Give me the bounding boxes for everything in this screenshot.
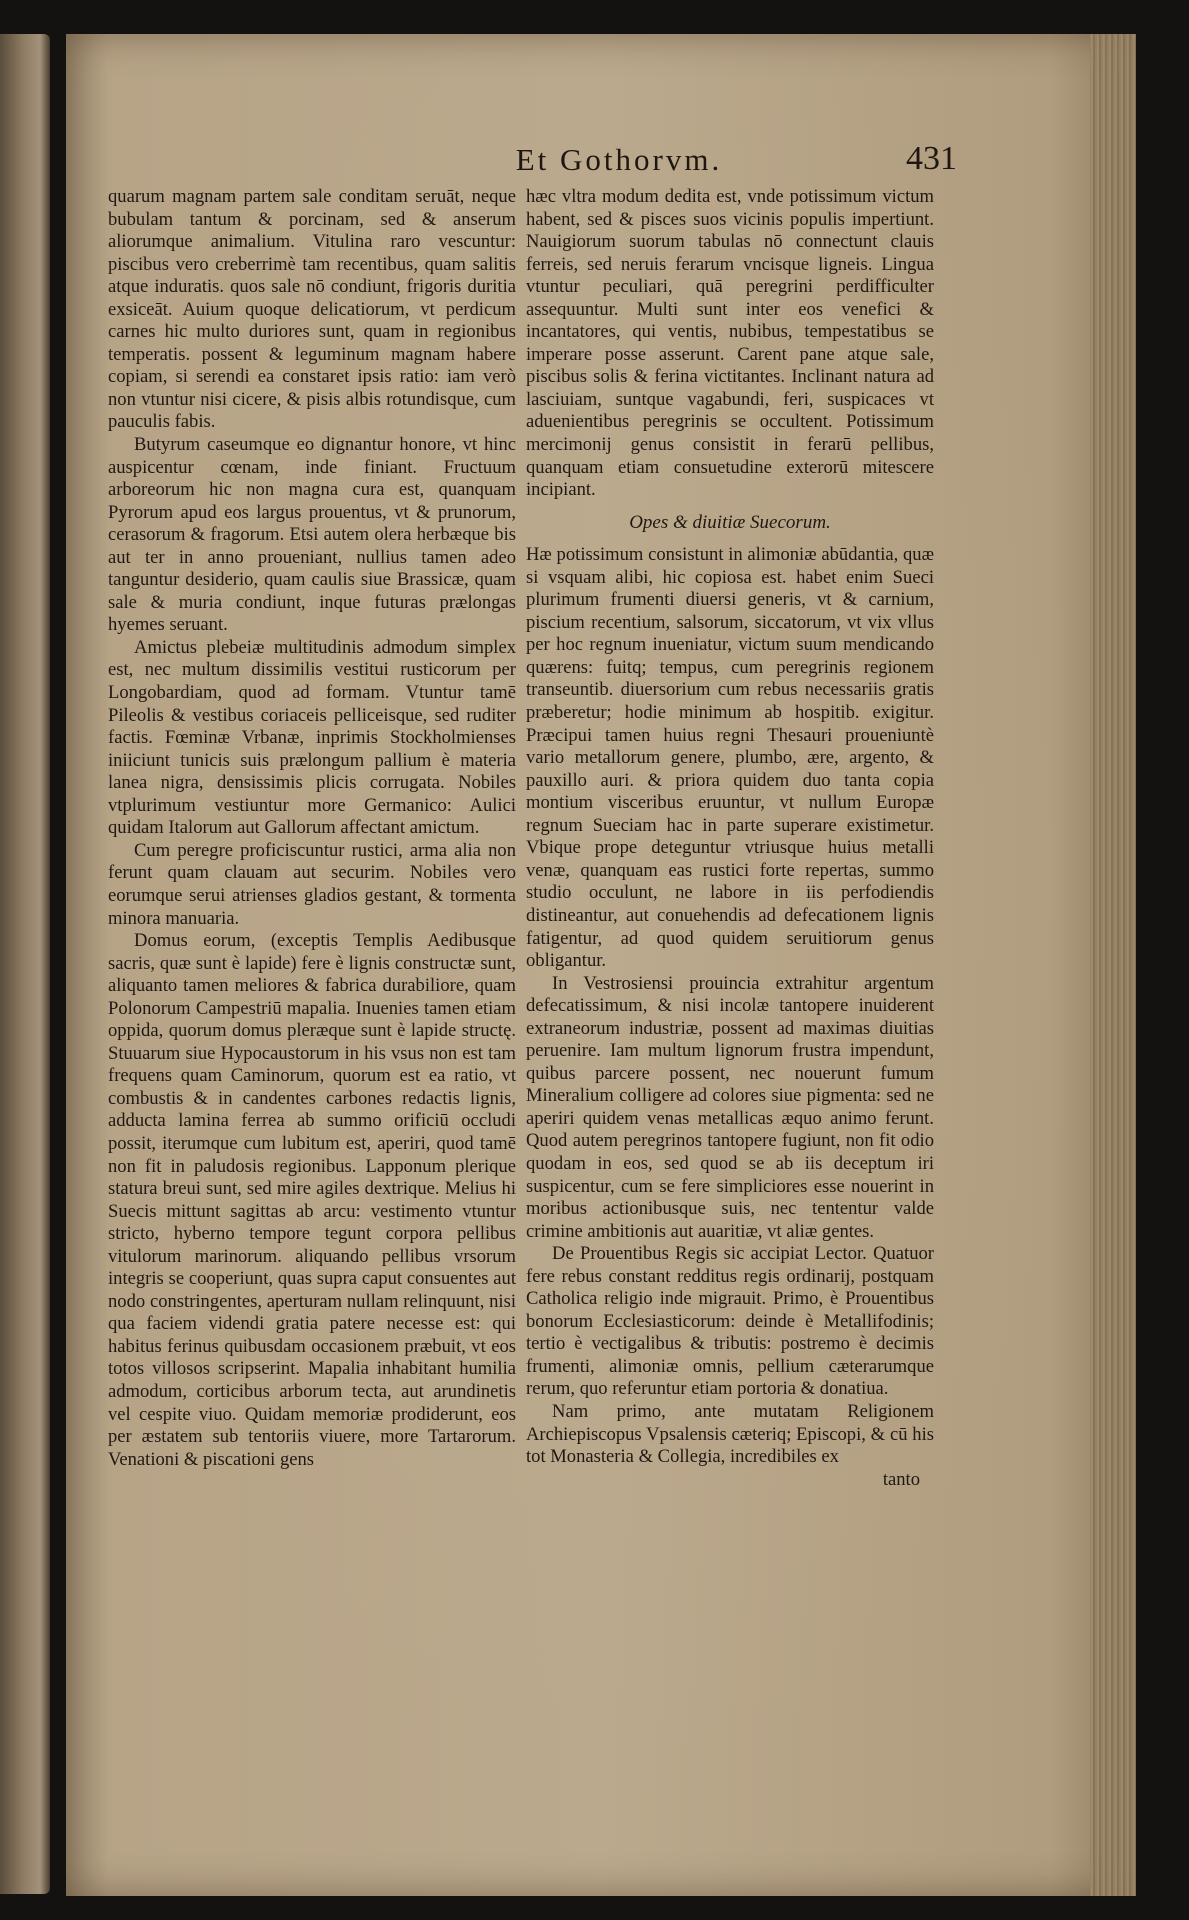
paragraph: hæc vltra modum dedita est, vnde potissimum victum habent, sed & pisces suos vicinis populis impertiunt. Nauigiorum suorum tabulas nō connectunt clauis ferreis, sed neruis ferarum vncisque ligneis. Lingua vtuntur peculiari, quā peregrini perdifficulter assequuntur. Multi sunt inter eos venefici & incantatores, qui ventis, nubibus, tempestatibus se imperare posse asserunt. Carent pane atque sale, piscibus solis & ferina victitantes. Inclinant natura ad lasciuiam, suntque vagabundi, feri, suspicaces vt aduenientibus peregrinis se occultent. Potissimum mercimonij genus consistit in ferarū pellibus, quanquam etiam consuetudine exterorū mitescere incipiant. bbox=[526, 186, 934, 501]
paragraph: De Prouentibus Regis sic accipiat Lector. Quatuor fere rebus constant redditus regis ordinarij, postquam Catholica religio inde migrauit. Primo, è Prouentibus bonorum Ecclesiasticorum: deinde è Metallifodinis; tertio è vectigalibus & tributis: postremo è decimis frumenti, alimoniæ omnis, pellium cæterarumque rerum, quo referuntur etiam portoria & donatiua. bbox=[526, 1243, 934, 1400]
paragraph: Hæ potissimum consistunt in alimoniæ abūdantia, quæ si vsquam alibi, hic copiosa est. habet enim Sueci plurimum frumenti diuersi generis, vt & carnium, piscium recentium, salsorum, siccatorum, vt vix vllus per hoc regnum inueniatur, victum suum mendicando quærens: fuitq; tempus, cum peregrinis regionem transeuntib. diuersorium cum rebus necessariis gratis præberetur; hodie minimum ab hospitib. exigitur. Præcipui tamen huius regni Thesauri proueniuntè vario metallorum genere, plumbo, ære, argento, & pauxillo auri. & priora quidem duo tanta copia montium visceribus eruuntur, vt nullum Europæ regnum Sueciam hac in parte superare existimetur. Vbique prope deteguntur vtriusque huius metalli venæ, quanquam eas rustici forte repertas, summo studio occulunt, ne labore in iis perfodiendis distineantur, aut conuehendis ad defecationem lignis fatigentur, ad quod quidem seruitiorum genus obligantur. bbox=[526, 544, 934, 972]
paragraph: quarum magnam partem sale conditam seruāt, neque bubulam tantum & porcinam, sed & anserum aliorumque animalium. Vitulina raro vescuntur: piscibus vero creberrimè tam recentibus, quam salitis atque induratis. quos sale nō condiunt, frigoris duritia exsiceāt. Auium quoque delicatiorum, vt perdicum carnes hic multo duriores sunt, quam in regionibus temperatis. possent & leguminum magnam habere copiam, si serendi ea constaret ipsis ratio: iam verò non vtuntur nisi cicere, & pisis albis rotundisque, cum pauculis fabis. bbox=[108, 186, 516, 433]
previous-page-edge bbox=[0, 34, 50, 1894]
paragraph: Cum peregre proficiscuntur rustici, arma alia non ferunt quam clauam aut securim. Nobiles vero eorumque serui atrienses gladios gestant, & tormenta minora manuaria. bbox=[108, 839, 516, 929]
running-head: Et Gothorvm. bbox=[515, 142, 723, 177]
paragraph: Amictus plebeiæ multitudinis admodum simplex est, nec multum dissimilis vestitui rusticorum per Longobardiam, quod ad formam. Vtuntur tamē Pileolis & vestibus coriaceis pelliceisque, sed ruditer factis. Fœminæ Vrbanæ, inprimis Stockholmienses iniiciunt tunicis suis prælongum pallium è materia lanea nigra, densissimis plicis corrugata. Nobiles vtplurimum vestiuntur more Germanico: Aulici quidam Italorum aut Gallorum affectant amictum. bbox=[108, 636, 516, 839]
page-number: 431 bbox=[906, 140, 957, 177]
left-column bbox=[108, 186, 516, 1471]
paragraph: Nam primo, ante mutatam Religionem Archiepiscopus Vpsalensis cæteriq; Episcopi, & cū his tot Monasteria & Collegia, incredibiles ex bbox=[526, 1400, 934, 1468]
page-header bbox=[66, 126, 1076, 186]
page-fore-edge bbox=[1090, 34, 1136, 1896]
paragraph: Butyrum caseumque eo dignantur honore, vt hinc auspicentur cœnam, inde finiant. Fructuum arboreorum hic non magna cura est, quanquam Pyrorum apud eos largus prouentus, vt & prunorum, cerasorum & fragorum. Etsi autem olera herbæque bis aut ter in anno proueniant, nullius tamen adeo tanguntur desiderio, quam caulis siue Brassicæ, quam sale & muria condiunt, inque futuras prælongas hyemes seruant. bbox=[108, 434, 516, 636]
right-column bbox=[526, 186, 934, 1491]
paragraph: In Vestrosiensi prouincia extrahitur argentum defecatissimum, & nisi incolæ tantopere inuiderent extraneorum industriæ, possent ad maximas diuitias peruenire. Iam multum lignorum frustra impendunt, quibus parcere possent, nec nouerunt fumum Mineralium colligere ad colores siue pigmenta: sed ne aperiri quidem venas metallicas æquo animo ferunt. Quod autem peregrinos tantopere fugiunt, non fit odio quodam in eos, sed quod se ab iis deceptum iri suspicentur, cum se fere simpliciores esse nouerint in moribus actionibusque suis, nec tententur valde crimine ambitionis aut auaritiæ, vt aliæ gentes. bbox=[526, 972, 934, 1242]
section-heading: Opes & diuitiæ Suecorum. bbox=[629, 511, 831, 533]
paragraph: Domus eorum, (exceptis Templis Aedibusque sacris, quæ sunt è lapide) fere è lignis constructæ sunt, aliquanto tamen meliores & fabrica durabiliore, quam Polonorum Campestriū mapalia. Inuenies tamen etiam oppida, quorum domus pleræque sunt è lapide structę. Stuuarum siue Hypocaustorum in his vsus non est tam frequens quam Caminorum, quorum est ea ratio, vt combustis & in candentes carbones redactis lignis, adducta lamina ferrea ab summo orificiū occludi possit, iterumque cum lubitum est, aperiri, quod tamē non fit in paludosis regionibus. Lapponum plerique statura breui sunt, sed mire agiles dextrique. Melius hi Suecis mittunt sagittas ab arcu: vestimento vtuntur stricto, hyberno tempore tegunt corpora pellibus vitulorum marinorum. aliquando pellibus vrsorum integris se cooperiunt, quas supra caput consuentes aut nodo constringentes, aperturam nullam relinquunt, nisi qua faciem videndi gratia patere necesse est: qui habitus ferinus quibusdam occasionem præbuit, vt eos totos villosos scripserint. Mapalia inhabitant humilia admodum, corticibus arborum tecta, aut arundinetis vel cespite viuo. Quidam memoriæ prodiderunt, eos per æstatem sub tentoriis viuere, more Tartarorum. Venationi & piscationi gens bbox=[108, 930, 516, 1470]
book-page bbox=[66, 34, 1136, 1896]
catchword: tanto bbox=[882, 1468, 920, 1490]
